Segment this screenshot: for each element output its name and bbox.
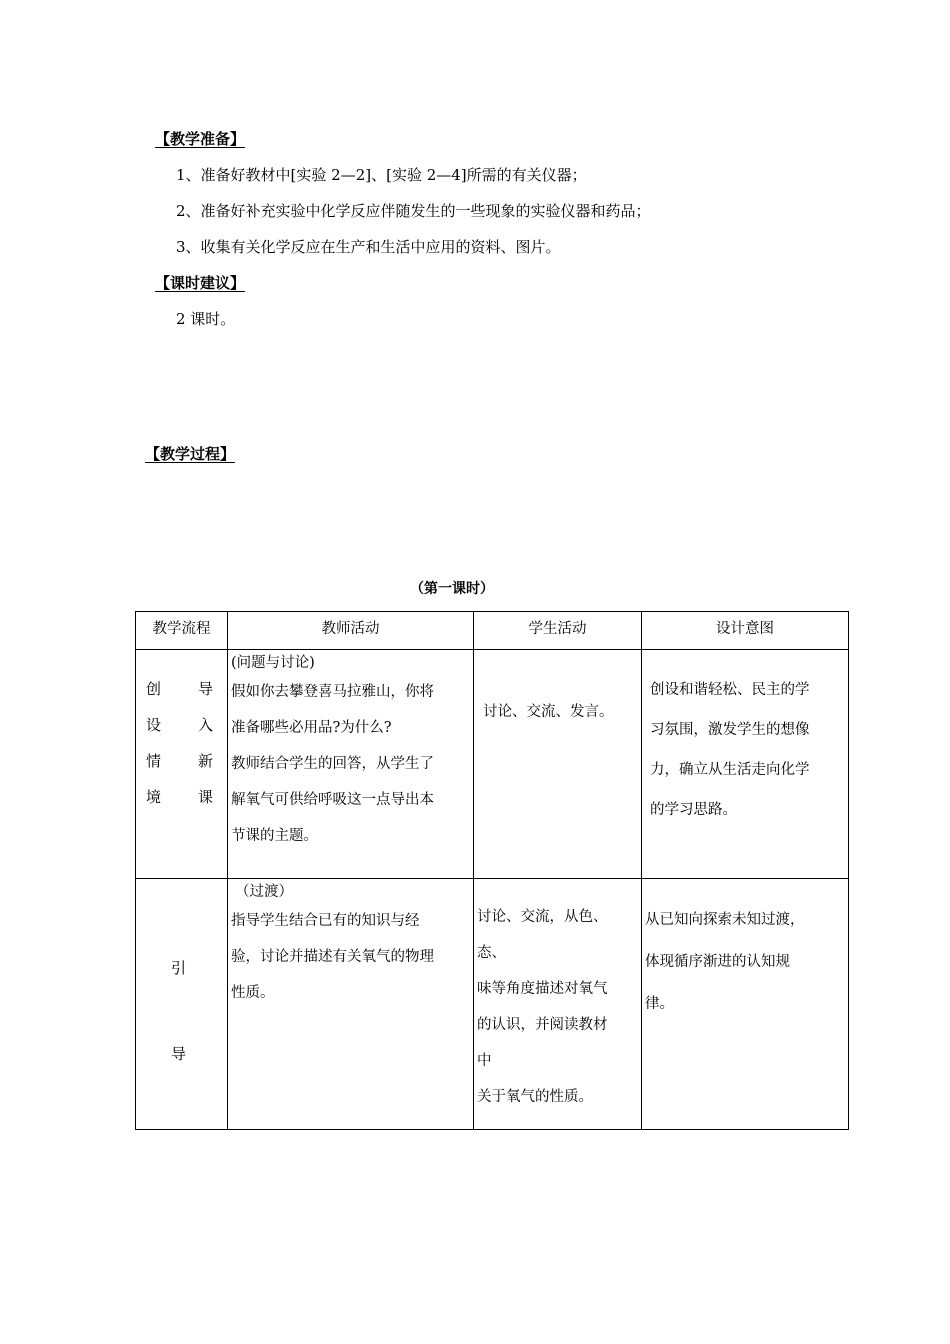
flow-char: 引: [171, 959, 187, 977]
flow-char: 设: [146, 716, 162, 734]
design-intent-cell: [642, 650, 849, 879]
teacher-activity-cell: [228, 650, 474, 879]
header-cell: 设计意图: [642, 612, 849, 650]
prep-item-3: 3、收集有关化学反应在生产和生活中应用的资料、图片。: [176, 238, 561, 256]
flow-char: 导: [198, 680, 214, 698]
text-line: 习氛围，激发学生的想像: [650, 722, 810, 738]
text-line: 解氧气可供给呼吸这一点导出本: [231, 792, 434, 808]
text-line: （过渡）: [235, 884, 293, 900]
text-line: 教师结合学生的回答，从学生了: [231, 756, 434, 772]
text-line: 假如你去攀登喜马拉雅山，你将: [231, 684, 434, 700]
teacher-activity-cell: [228, 879, 474, 1130]
text-line: 性质。: [231, 985, 275, 1001]
header-cell: 教师活动: [228, 612, 474, 650]
design-intent-cell: [642, 879, 849, 1130]
text-line: (问题与讨论): [231, 655, 315, 671]
prep-item-2: 2、准备好补充实验中化学反应伴随发生的一些现象的实验仪器和药品；: [176, 202, 651, 220]
text-line: 的认识，并阅读教材: [477, 1017, 608, 1033]
flow-char: 创: [146, 680, 162, 698]
flow-cell: [136, 650, 228, 879]
flow-char: 境: [146, 788, 162, 806]
header-cell: 学生活动: [474, 612, 642, 650]
text-line: 律。: [645, 996, 674, 1012]
flow-char: 新: [198, 752, 214, 770]
lesson-caption: （第一课时）: [410, 581, 494, 597]
flow-char: 入: [198, 716, 214, 734]
class-hours-text: 2 课时。: [176, 310, 236, 328]
text-line: 的学习思路。: [650, 802, 737, 818]
table-row: [136, 650, 849, 879]
flow-cell: [136, 879, 228, 1130]
flow-char: 课: [198, 788, 214, 806]
heading-teaching-process: 【教学过程】: [145, 445, 236, 463]
text-line: 从已知向探索未知过渡，: [645, 912, 805, 928]
text-line: 讨论、交流，从色、: [477, 909, 608, 925]
table-header-row: [136, 612, 849, 650]
student-activity-cell: [474, 650, 642, 879]
student-activity-cell: [474, 879, 642, 1130]
text-line: 准备哪些必用品?为什么?: [231, 720, 392, 736]
table-row: [136, 879, 849, 1130]
header-cell: 教学流程: [136, 612, 228, 650]
lesson-plan-table: [135, 611, 849, 1130]
text-line: 中: [477, 1053, 492, 1069]
heading-class-hours: 【课时建议】: [155, 274, 246, 292]
flow-char: 情: [146, 752, 162, 770]
text-line: 味等角度描述对氧气: [477, 981, 608, 997]
heading-teaching-preparation: 【教学准备】: [155, 130, 246, 148]
flow-char: 导: [171, 1045, 187, 1063]
text-line: 关于氧气的性质。: [477, 1089, 593, 1105]
text-line: 创设和谐轻松、民主的学: [650, 682, 810, 698]
text-line: 验，讨论并描述有关氧气的物理: [231, 949, 434, 965]
text-line: 力，确立从生活走向化学: [650, 762, 810, 778]
prep-item-1: 1、准备好教材中[实验 2—2]、[实验 2—4]所需的有关仪器；: [176, 166, 587, 184]
text-line: 体现循序渐进的认知规: [645, 954, 790, 970]
text-line: 节课的主题。: [231, 828, 318, 844]
text-line: 指导学生结合已有的知识与经: [231, 913, 420, 929]
text-line: 态、: [477, 945, 506, 961]
text-line: 讨论、交流、发言。: [483, 704, 614, 720]
